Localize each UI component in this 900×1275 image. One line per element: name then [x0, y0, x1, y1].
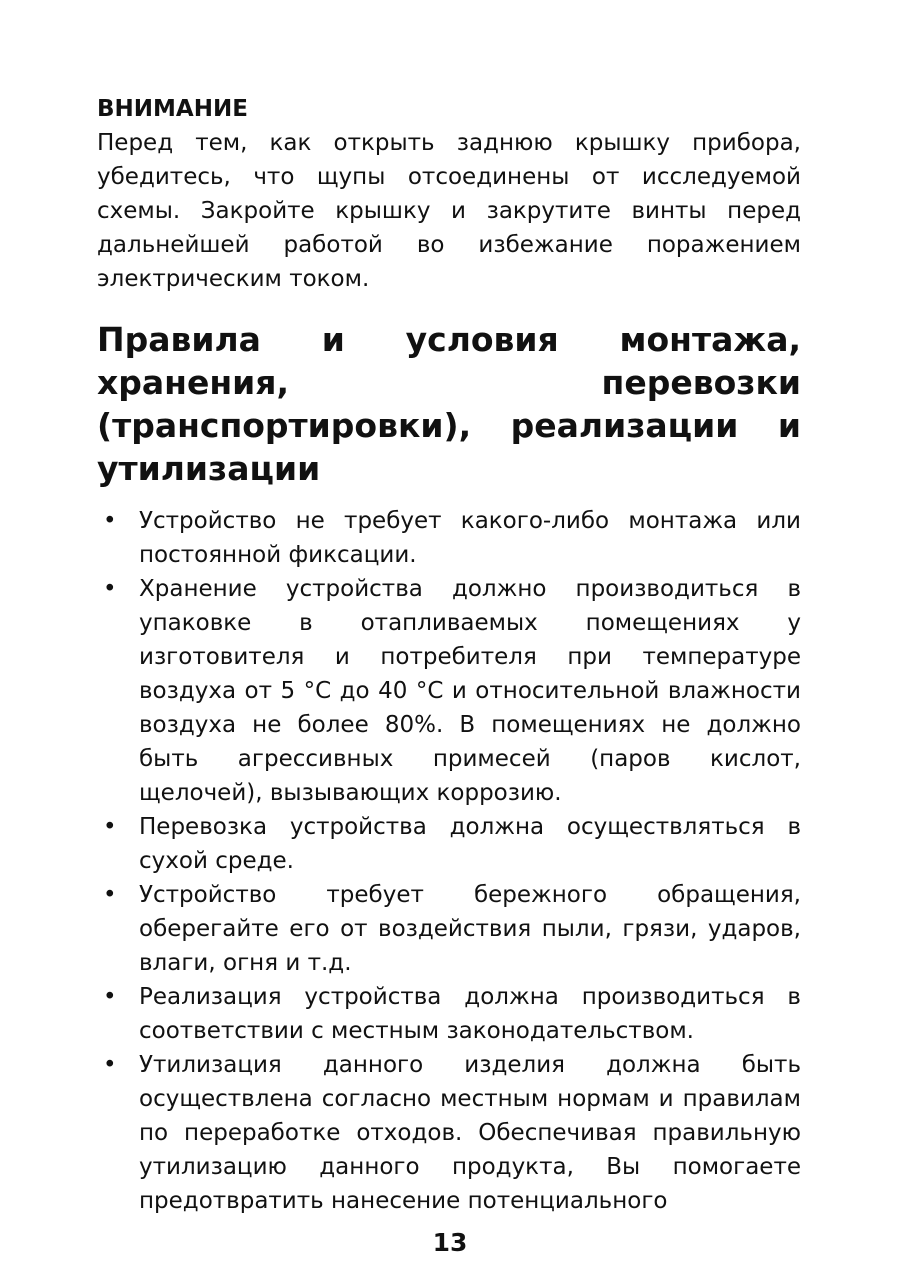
list-item-text: Реализация устройства должна производиться в соответствии с местным законодательством. — [139, 984, 801, 1044]
warning-heading: ВНИМАНИЕ — [97, 96, 248, 122]
bullet-icon: • — [103, 508, 117, 534]
list-item-text: Перевозка устройства должна осуществляться в сухой среде. — [139, 814, 801, 874]
list-item — [97, 878, 801, 980]
list-item-text: Устройство не требует какого-либо монтажа или постоянной фиксации. — [139, 508, 801, 568]
bullet-icon: • — [103, 882, 117, 908]
bullet-icon: • — [103, 576, 117, 602]
bullet-icon: • — [103, 1052, 117, 1078]
list-item — [97, 504, 801, 572]
section-title: Правила и условия монтажа, хранения, перевозки (транспортировки), реализации и утилизации — [97, 320, 801, 488]
bullet-icon: • — [103, 814, 117, 840]
list-item-text: Хранение устройства должно производиться в упаковке в отапливаемых помещениях у изготовителя и потребителя при температуре воздуха от 5 °С до 40 °С и относительной влажности воздуха не более 80%. В помещениях не должно быть агрессивных примесей (паров кислот, щелочей), вызывающих коррозию. — [139, 576, 801, 806]
page-number: 13 — [432, 1228, 468, 1257]
warning-paragraph: Перед тем, как открыть заднюю крышку прибора, убедитесь, что щупы отсоединены от исследуемой схемы. Закройте крышку и закрутите винты перед дальнейшей работой во избежание поражением электрическим током. — [97, 130, 801, 292]
list-item — [97, 572, 801, 810]
rules-list — [97, 504, 801, 1218]
list-item — [97, 1048, 801, 1218]
list-item-text: Устройство требует бережного обращения, оберегайте его от воздействия пыли, грязи, ударов, влаги, огня и т.д. — [139, 882, 801, 976]
bullet-icon: • — [103, 984, 117, 1010]
list-item — [97, 810, 801, 878]
list-item — [97, 980, 801, 1048]
manual-page — [97, 92, 801, 1218]
list-item-text: Утилизация данного изделия должна быть осуществлена согласно местным нормам и правилам по переработке отходов. Обеспечивая правильную утилизацию данного продукта, Вы помогаете предотвратить нанесение потенциального — [139, 1052, 801, 1214]
